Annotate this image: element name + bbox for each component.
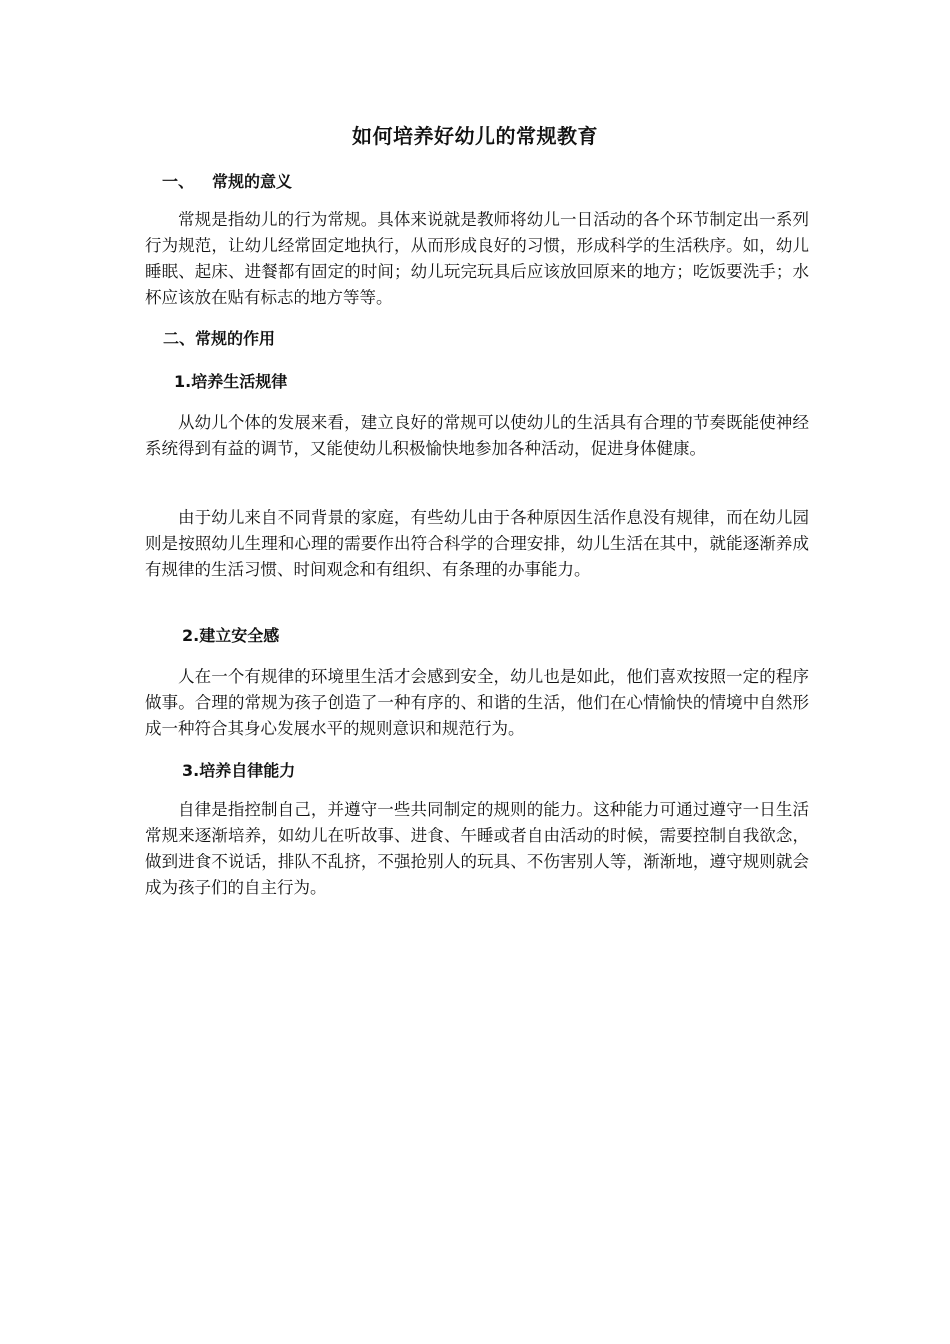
section-1-title: 常规的意义 bbox=[212, 172, 293, 191]
section-1-number: 一、 bbox=[162, 172, 195, 191]
subsection-1-paragraph-2: 由于幼儿来自不同背景的家庭，有些幼儿由于各种原因生活作息没有规律，而在幼儿园则是按照幼儿生理和心理的需要作出符合科学的合理安排，幼儿生活在其中，就能逐渐养成有规律的生活习惯、时间观念和有组织、有条理的办事能力。 bbox=[145, 508, 809, 579]
section-2-heading: 二、常规的作用 bbox=[163, 329, 276, 348]
subsection-3-paragraph: 自律是指控制自己，并遵守一些共同制定的规则的能力。这种能力可通过遵守一日生活常规来逐渐培养，如幼儿在听故事、进食、午睡或者自由活动的时候，需要控制自我欲念，做到进食不说话，排队不乱挤，不强抢别人的玩具、不伤害别人等，渐渐地，遵守规则就会成为孩子们的自主行为。 bbox=[145, 800, 809, 897]
subsection-1-paragraph-1: 从幼儿个体的发展来看，建立良好的常规可以使幼儿的生活具有合理的节奏既能使神经系统得到有益的调节，又能使幼儿积极愉快地参加各种活动，促进身体健康。 bbox=[145, 413, 809, 458]
subsection-2-heading: 2.建立安全感 bbox=[182, 626, 280, 645]
subsection-2-paragraph: 人在一个有规律的环境里生活才会感到安全，幼儿也是如此，他们喜欢按照一定的程序做事。合理的常规为孩子创造了一种有序的、和谐的生活，他们在心情愉快的情境中自然形成一种符合其身心发展水平的规则意识和规范行为。 bbox=[145, 667, 809, 738]
subsection-1-heading: 1.培养生活规律 bbox=[174, 372, 288, 391]
section-1-heading bbox=[162, 170, 292, 194]
document-title: 如何培养好幼儿的常规教育 bbox=[352, 124, 598, 148]
section-1-paragraph: 常规是指幼儿的行为常规。具体来说就是教师将幼儿一日活动的各个环节制定出一系列行为规范，让幼儿经常固定地执行，从而形成良好的习惯，形成科学的生活秩序。如，幼儿睡眠、起床、进餐都有固定的时间；幼儿玩完玩具后应该放回原来的地方；吃饭要洗手；水杯应该放在贴有标志的地方等等。 bbox=[145, 210, 809, 307]
subsection-3-heading: 3.培养自律能力 bbox=[182, 761, 296, 780]
